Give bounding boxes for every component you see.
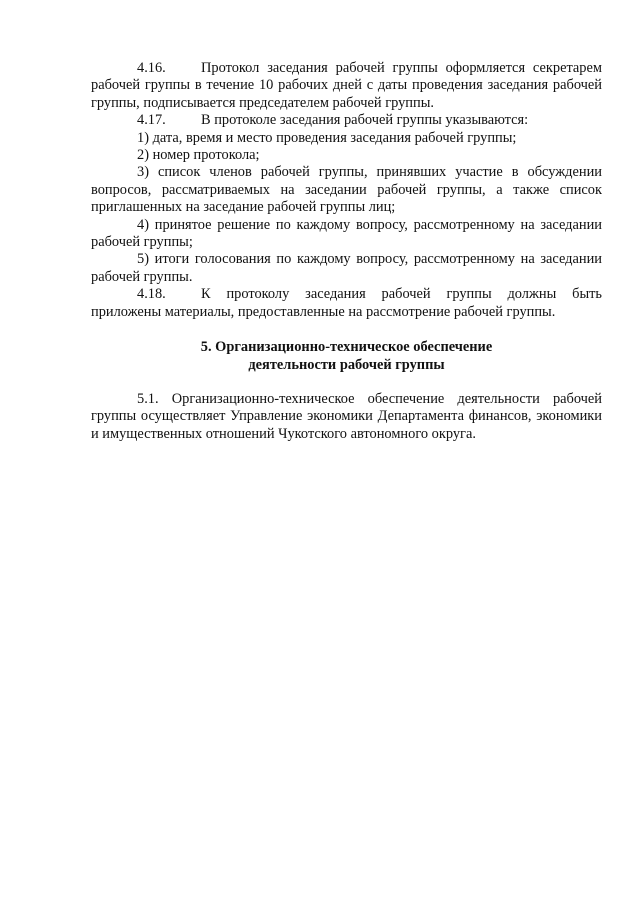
section-heading: [91, 339, 602, 374]
paragraph-text: К протоколу заседания рабочей группы должны быть приложены материалы, предоставленные на рассмотрение рабочей группы.: [91, 286, 602, 320]
section-heading-line-2: деятельности рабочей группы: [248, 356, 445, 373]
paragraph-text: Протокол заседания рабочей группы оформляется секретарем рабочей группы в течение 10 рабочих дней с даты проведения заседания рабочей группы, подписывается председателем рабочей группы.: [91, 60, 602, 111]
paragraph-4-16: [91, 60, 602, 112]
paragraph-number: 4.16.: [137, 60, 166, 76]
paragraph-text: В протоколе заседания рабочей группы указываются:: [201, 112, 529, 129]
list-item-2: 2) номер протокола;: [137, 147, 260, 164]
paragraph-5-1: 5.1. Организационно-техническое обеспечение деятельности рабочей группы осуществляет Управление экономики Департамента финансов, экономики и имущественных отношений Чукотского автономного округа.: [91, 390, 602, 442]
list-item-4: 4) принятое решение по каждому вопросу, рассмотренному на заседании рабочей группы;: [91, 216, 602, 251]
list-item-1: 1) дата, время и место проведения заседания рабочей группы;: [137, 129, 517, 146]
paragraph-number: 4.18.: [137, 286, 166, 303]
document-body: [91, 60, 602, 443]
section-heading-line-1: 5. Организационно-техническое обеспечение: [200, 339, 493, 356]
paragraph-4-18: [91, 286, 602, 321]
paragraph-number: 4.17.: [137, 112, 166, 129]
paragraph-4-17: [91, 112, 602, 129]
list-item-5: 5) итоги голосования по каждому вопросу, рассмотренному на заседании рабочей группы.: [91, 251, 602, 285]
list-item-3: 3) список членов рабочей группы, принявших участие в обсуждении вопросов, рассматриваемых на заседании рабочей группы, а также список приглашенных на заседание рабочей группы лиц;: [91, 164, 602, 216]
